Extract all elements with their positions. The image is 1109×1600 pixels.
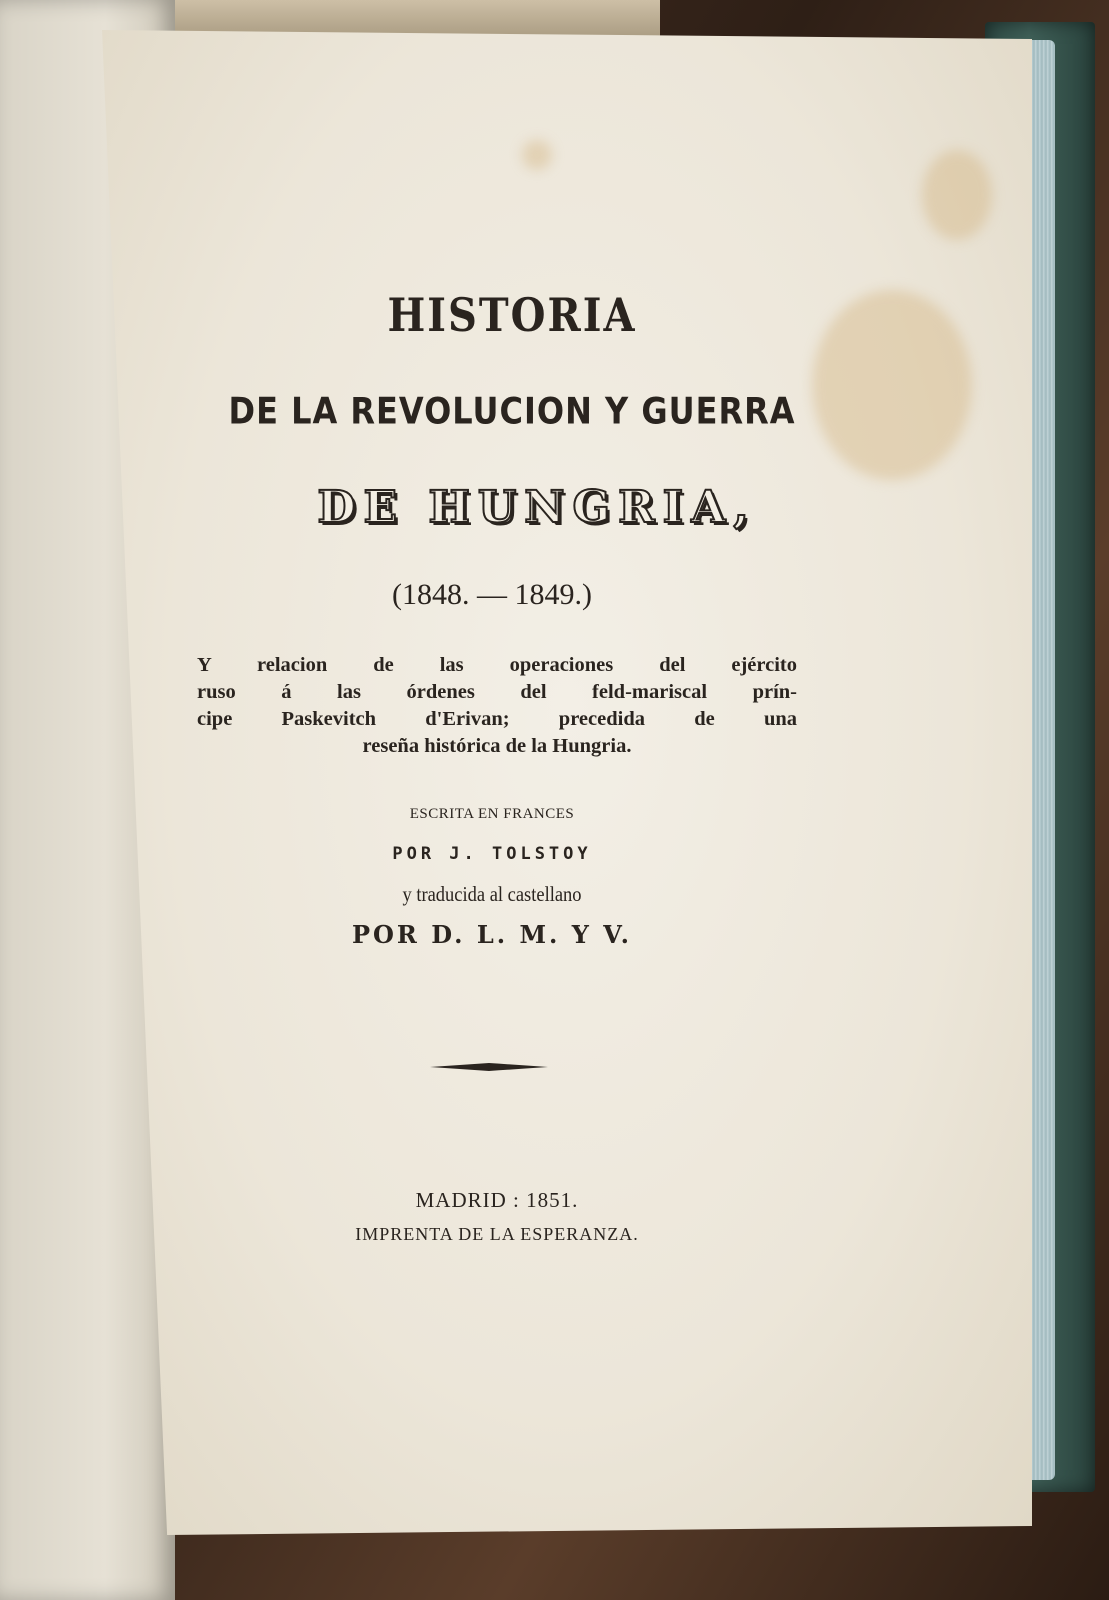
author-line: POR J. TOLSTOY xyxy=(392,844,592,864)
imprint-city-year: MADRID : 1851. xyxy=(415,1188,579,1212)
translated-line: y traducida al castellano xyxy=(402,882,582,906)
subtitle-line: ruso á las órdenes del feld-mariscal prín- xyxy=(197,681,797,703)
title-hungria: DE HUNGRIA, xyxy=(317,482,757,533)
subtitle-line: Y relacion de las operaciones del ejército xyxy=(197,654,797,676)
subtitle-paragraph xyxy=(197,652,797,760)
ornamental-rule xyxy=(430,1060,548,1074)
imprint-printer: IMPRENTA DE LA ESPERANZA. xyxy=(355,1224,639,1244)
title-years: (1848. — 1849.) xyxy=(392,578,592,611)
subtitle-line: cipe Paskevitch d'Erivan; precedida de una xyxy=(197,708,797,730)
subtitle-line: reseña histórica de la Hungria. xyxy=(362,735,632,757)
title-page-text xyxy=(102,30,1032,1535)
title-revolucion: DE LA REVOLUCION Y GUERRA xyxy=(228,389,796,433)
written-in-french: ESCRITA EN FRANCES xyxy=(409,806,575,822)
title-historia: HISTORIA xyxy=(387,288,637,343)
translator-line: POR D. L. M. Y V. xyxy=(351,920,633,949)
